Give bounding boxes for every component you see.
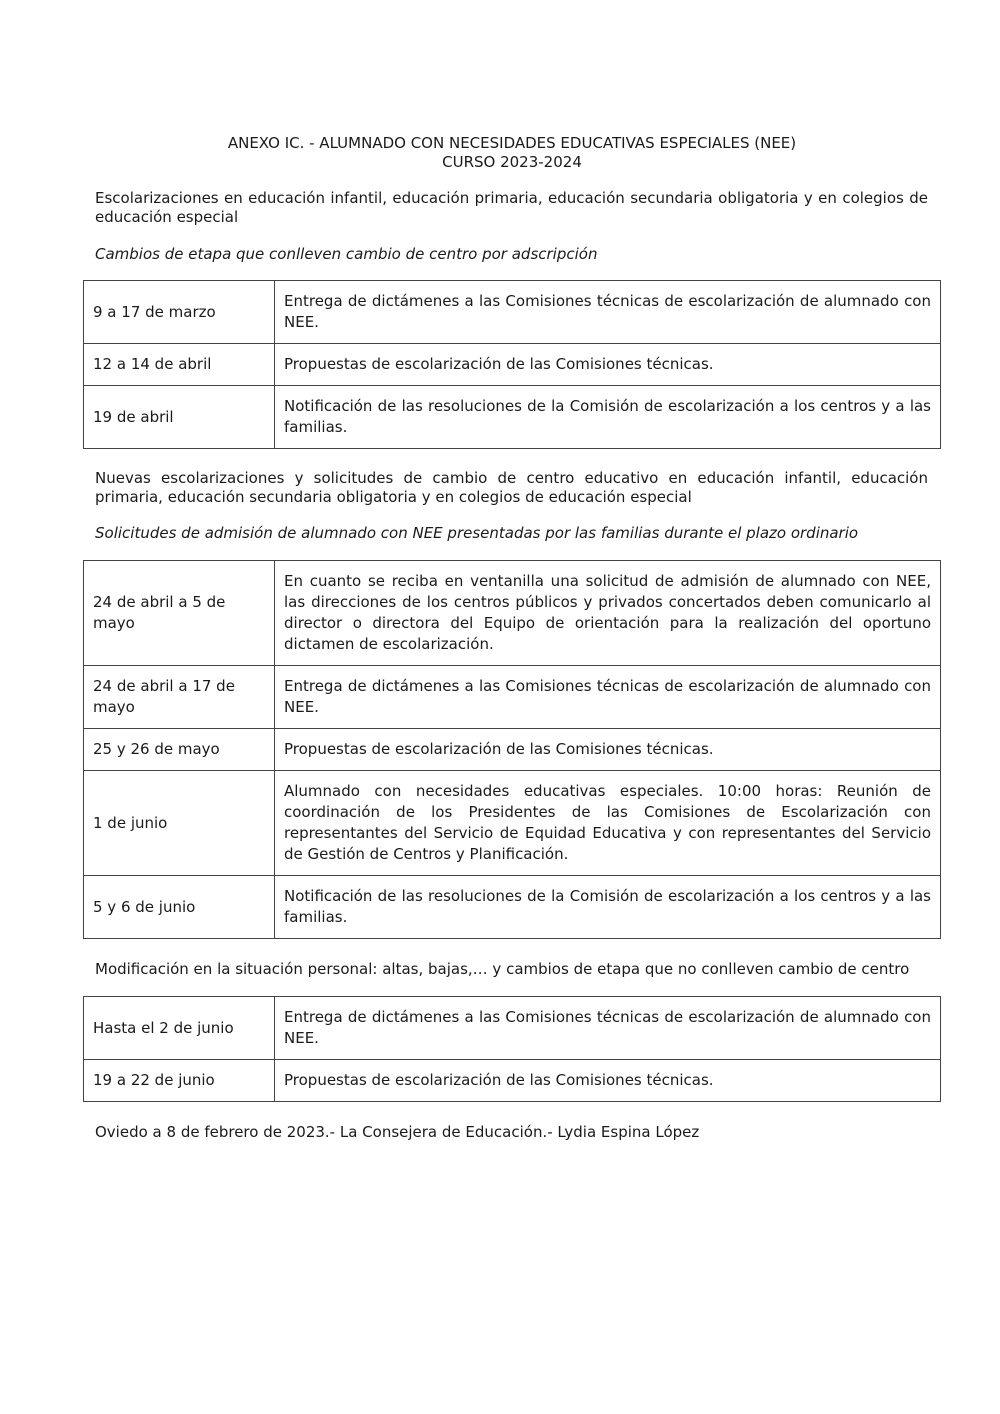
description-cell: Entrega de dictámenes a las Comisiones técnicas de escolarización de alumnado con NEE. xyxy=(275,997,941,1060)
table-row xyxy=(84,281,941,344)
section1-heading: Escolarizaciones en educación infantil, educación primaria, educación secundaria obligatoria y en colegios de educación especial xyxy=(95,189,928,226)
document-title: ANEXO IC. - ALUMNADO CON NECESIDADES EDUCATIVAS ESPECIALES (NEE) xyxy=(227,134,797,152)
table-row xyxy=(84,1060,941,1102)
description-cell: Notificación de las resoluciones de la Comisión de escolarización a los centros y a las familias. xyxy=(275,386,941,449)
table-row xyxy=(84,997,941,1060)
description-cell: Entrega de dictámenes a las Comisiones técnicas de escolarización de alumnado con NEE. xyxy=(275,666,941,729)
table-row xyxy=(84,561,941,666)
date-cell: 1 de junio xyxy=(84,771,275,876)
date-cell: 25 y 26 de mayo xyxy=(84,729,275,771)
date-cell: 19 de abril xyxy=(84,386,275,449)
table-row xyxy=(84,344,941,386)
date-cell: 12 a 14 de abril xyxy=(84,344,275,386)
section3-heading: Modificación en la situación personal: altas, bajas,… y cambios de etapa que no conlleven cambio de centro xyxy=(95,960,910,978)
section3-table xyxy=(83,996,941,1102)
description-cell: Propuestas de escolarización de las Comisiones técnicas. xyxy=(275,344,941,386)
date-cell: 5 y 6 de junio xyxy=(84,876,275,939)
signature-line: Oviedo a 8 de febrero de 2023.- La Consejera de Educación.- Lydia Espina López xyxy=(95,1123,700,1141)
date-cell: Hasta el 2 de junio xyxy=(84,997,275,1060)
section1-subheading: Cambios de etapa que conlleven cambio de centro por adscripción xyxy=(95,245,598,263)
description-cell: Propuestas de escolarización de las Comisiones técnicas. xyxy=(275,729,941,771)
document-subtitle: CURSO 2023-2024 xyxy=(442,153,582,171)
date-cell: 24 de abril a 17 de mayo xyxy=(84,666,275,729)
section2-table xyxy=(83,560,941,939)
table-row xyxy=(84,771,941,876)
section2-subheading: Solicitudes de admisión de alumnado con NEE presentadas por las familias durante el plazo ordinario xyxy=(95,524,859,542)
date-cell: 9 a 17 de marzo xyxy=(84,281,275,344)
description-cell: Notificación de las resoluciones de la Comisión de escolarización a los centros y a las familias. xyxy=(275,876,941,939)
description-cell: Propuestas de escolarización de las Comisiones técnicas. xyxy=(275,1060,941,1102)
description-cell: En cuanto se reciba en ventanilla una solicitud de admisión de alumnado con NEE, las direcciones de los centros públicos y privados concertados deben comunicarlo al director o directora del Equipo de orientación para la realización del oportuno dictamen de escolarización. xyxy=(275,561,941,666)
table-row xyxy=(84,666,941,729)
table-row xyxy=(84,876,941,939)
date-cell: 24 de abril a 5 de mayo xyxy=(84,561,275,666)
section1-table xyxy=(83,280,941,449)
date-cell: 19 a 22 de junio xyxy=(84,1060,275,1102)
description-cell: Entrega de dictámenes a las Comisiones técnicas de escolarización de alumnado con NEE. xyxy=(275,281,941,344)
section2-heading: Nuevas escolarizaciones y solicitudes de cambio de centro educativo en educación infantil, educación primaria, educación secundaria obligatoria y en colegios de educación especial xyxy=(95,469,928,506)
table-row xyxy=(84,729,941,771)
table-row xyxy=(84,386,941,449)
description-cell: Alumnado con necesidades educativas especiales. 10:00 horas: Reunión de coordinación de los Presidentes de las Comisiones de Escolarización con representantes del Servicio de Equidad Educativa y con representantes del Servicio de Gestión de Centros y Planificación. xyxy=(275,771,941,876)
